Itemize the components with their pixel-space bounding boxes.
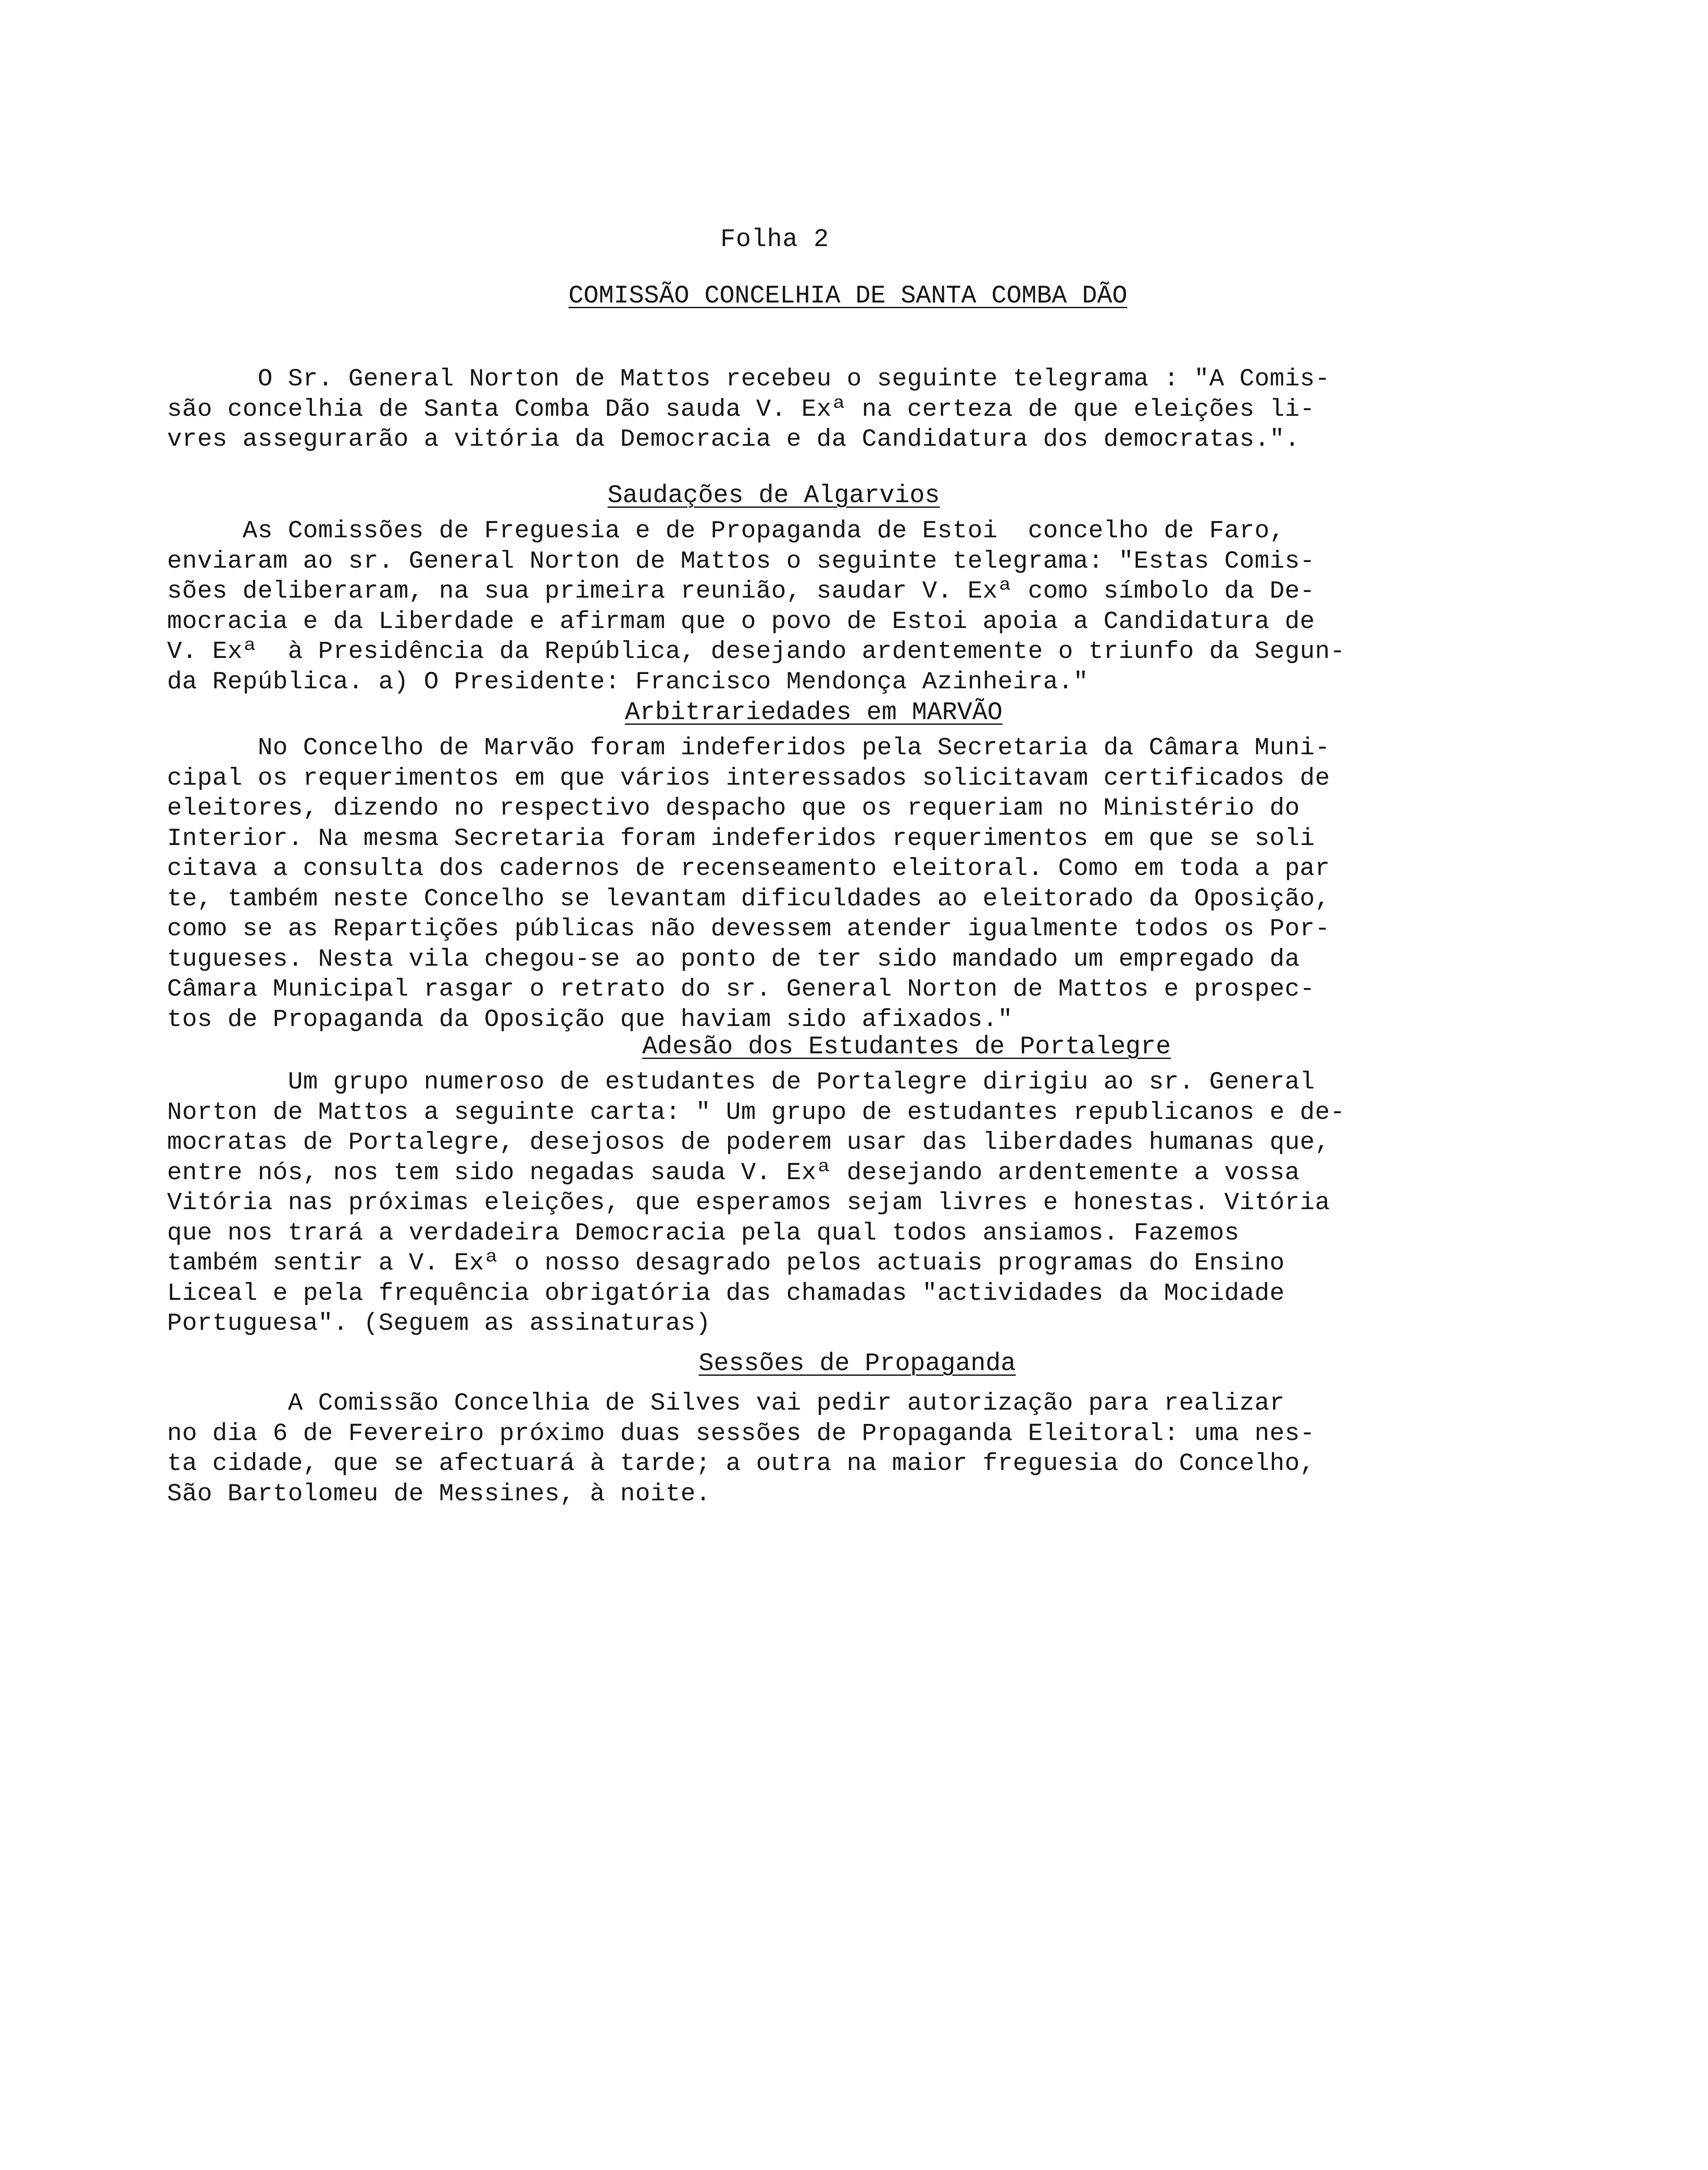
text-line: citava a consulta dos cadernos de recenseamento eleitoral. Como em toda a par: [167, 855, 1330, 883]
text-line: entre nós, nos tem sido negadas sauda V. Exª desejando ardentemente a vossa: [167, 1159, 1300, 1187]
text-line: tos de Propaganda da Oposição que haviam sido afixados.": [167, 1006, 1013, 1034]
section-heading-santa-comba-dao: COMISSÃO CONCELHIA DE SANTA COMBA DÃO: [568, 282, 1127, 310]
text-line: Interior. Na mesma Secretaria foram indeferidos requerimentos em que se soli: [167, 825, 1315, 853]
text-line: No Concelho de Marvão foram indeferidos pela Secretaria da Câmara Muni-: [167, 734, 1330, 762]
text-line: tugueses. Nesta vila chegou-se ao ponto de ter sido mandado um empregado da: [167, 945, 1300, 973]
paragraph-algarvios: [167, 516, 1478, 697]
section-heading-marvao: Arbitrariedades em MARVÃO: [625, 699, 1003, 727]
text-line: Vitória nas próximas eleições, que esperamos sejam livres e honestas. Vitória: [167, 1189, 1330, 1217]
text-line: cipal os requerimentos em que vários interessados solicitavam certificados de: [167, 764, 1330, 792]
text-line: mocratas de Portalegre, desejosos de poderem usar das liberdades humanas que,: [167, 1129, 1330, 1157]
text-line: São Bartolomeu de Messines, à noite.: [167, 1480, 711, 1508]
paragraph-santa-comba-dao: [167, 365, 1478, 455]
paragraph-marvao: [167, 733, 1478, 1035]
section-heading-algarvios: Saudações de Algarvios: [608, 482, 940, 510]
text-line: sões deliberaram, na sua primeira reunião, saudar V. Exª como símbolo da De-: [167, 578, 1315, 605]
page-number: Folha 2: [720, 226, 829, 254]
text-line: A Comissão Concelhia de Silves vai pedir autorização para realizar: [167, 1390, 1285, 1417]
text-line: eleitores, dizendo no respectivo despacho que os requeriam no Ministério do: [167, 795, 1300, 822]
text-line: Norton de Mattos a seguinte carta: " Um grupo de estudantes republicanos e de-: [167, 1098, 1345, 1127]
text-line: também sentir a V. Exª o nosso desagrado pelos actuais programas do Ensino: [167, 1249, 1285, 1277]
text-line: As Comissões de Freguesia e de Propaganda de Estoi concelho de Faro,: [167, 517, 1285, 545]
text-line: da República. a) O Presidente: Francisco Mendonça Azinheira.": [167, 668, 1089, 696]
text-line: como se as Repartições públicas não devessem atender igualmente todos os Por-: [167, 915, 1330, 943]
text-line: Portuguesa". (Seguem as assinaturas): [167, 1310, 711, 1338]
text-line: vres assegurarão a vitória da Democracia e da Candidatura dos democratas.".: [167, 426, 1300, 454]
text-line: mocracia e da Liberdade e afirmam que o povo de Estoi apoia a Candidatura de: [167, 608, 1315, 636]
text-line: no dia 6 de Fevereiro próximo duas sessões de Propaganda Eleitoral: uma nes-: [167, 1420, 1315, 1448]
section-heading-portalegre: Adesão dos Estudantes de Portalegre: [642, 1033, 1171, 1061]
text-line: O Sr. General Norton de Mattos recebeu o seguinte telegrama : "A Comis-: [167, 365, 1330, 393]
text-line: são concelhia de Santa Comba Dão sauda V. Exª na certeza de que eleições li-: [167, 395, 1315, 424]
text-line: Liceal e pela frequência obrigatória das chamadas "actividades da Mocidade: [167, 1279, 1285, 1308]
text-line: Um grupo numeroso de estudantes de Portalegre dirigiu ao sr. General: [167, 1069, 1315, 1096]
text-line: Câmara Municipal rasgar o retrato do sr. General Norton de Mattos e prospec-: [167, 976, 1315, 1003]
text-line: V. Exª à Presidência da República, desejando ardentemente o triunfo da Segun-: [167, 638, 1345, 666]
text-line: ta cidade, que se afectuará à tarde; a outra na maior freguesia do Concelho,: [167, 1450, 1315, 1478]
text-line: que nos trará a verdadeira Democracia pela qual todos ansiamos. Fazemos: [167, 1219, 1240, 1247]
text-line: enviaram ao sr. General Norton de Mattos o seguinte telegrama: "Estas Comis-: [167, 547, 1315, 575]
text-line: te, também neste Concelho se levantam dificuldades ao eleitorado da Oposição,: [167, 885, 1330, 913]
paragraph-portalegre: [167, 1068, 1478, 1339]
section-heading-sessoes: Sessões de Propaganda: [699, 1350, 1016, 1378]
paragraph-sessoes: [167, 1389, 1478, 1509]
